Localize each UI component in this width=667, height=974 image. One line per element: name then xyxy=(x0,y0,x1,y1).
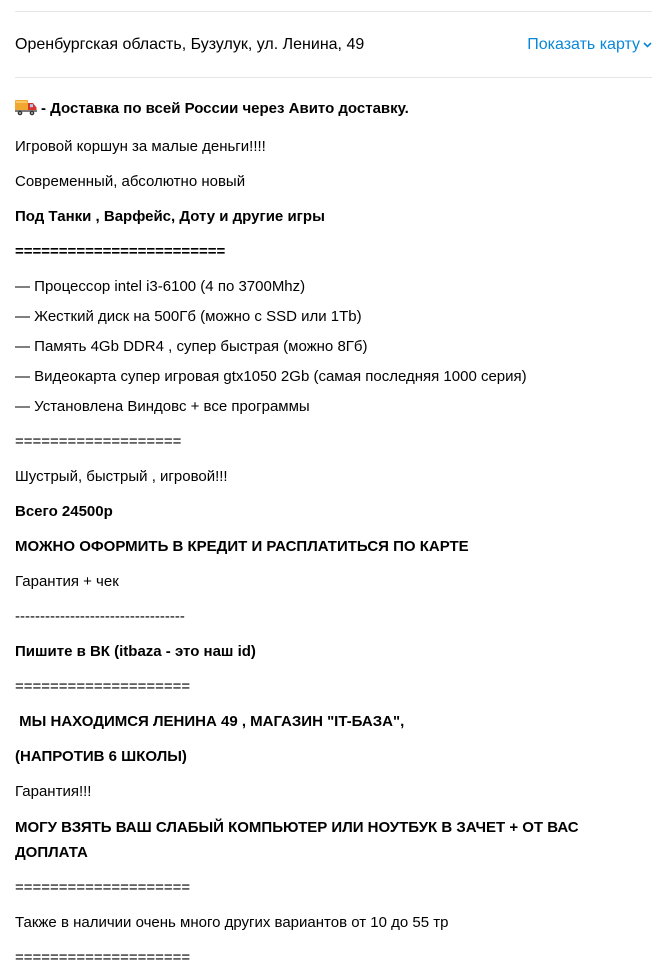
delivery-line xyxy=(15,97,652,124)
truck-icon xyxy=(15,98,37,124)
spec-cpu: — Процессор intel i3-6100 (4 по 3700Mhz) xyxy=(15,278,306,295)
spec-gpu: — Видеокарта супер игровая gtx1050 2Gb (самая последняя 1000 серия) xyxy=(15,368,527,385)
desc-line: Игровой коршун за малые деньги!!!! xyxy=(15,138,266,155)
warranty-line: Гарантия!!! xyxy=(15,783,92,800)
top-divider xyxy=(15,11,652,12)
separator-line: ======================== xyxy=(15,243,226,260)
separator-line: =================== xyxy=(15,433,182,450)
desc-line: Шустрый, быстрый , игровой!!! xyxy=(15,468,228,485)
warranty-line: Гарантия + чек xyxy=(15,573,119,590)
vk-line: Пишите в ВК (itbaza - это наш id) xyxy=(15,643,256,660)
separator-line: ==================== xyxy=(15,678,191,695)
address-text: Оренбургская область, Бузулук, ул. Ленина, 49 xyxy=(15,36,365,53)
desc-line: Современный, абсолютно новый xyxy=(15,173,246,190)
credit-line: МОЖНО ОФОРМИТЬ В КРЕДИТ И РАСПЛАТИТЬСЯ ПО КАРТЕ xyxy=(15,538,469,555)
spec-ram: — Память 4Gb DDR4 , супер быстрая (можно 8Гб) xyxy=(15,338,368,355)
games-line: Под Танки , Варфейс, Доту и другие игры xyxy=(15,208,325,225)
separator-line: ==================== xyxy=(15,879,191,896)
spec-hdd: — Жесткий диск на 500Гб (можно с SSD или 1Tb) xyxy=(15,308,362,325)
delivery-text: - Доставка по всей России через Авито доставку. xyxy=(41,100,409,117)
show-map-link[interactable] xyxy=(527,36,652,54)
separator-line: ---------------------------------- xyxy=(15,608,185,625)
chevron-down-icon[interactable] xyxy=(643,42,652,48)
address-divider xyxy=(15,77,652,78)
tradein-line: МОГУ ВЗЯТЬ ВАШ СЛАБЫЙ КОМПЬЮТЕР ИЛИ НОУТБУК В ЗАЧЕТ + ОТ ВАС ДОПЛАТА xyxy=(15,819,579,861)
item-description xyxy=(15,97,652,970)
address-row xyxy=(15,34,652,56)
opposite-line: (НАПРОТИВ 6 ШКОЛЫ) xyxy=(15,748,187,765)
show-map-label[interactable]: Показать карту xyxy=(527,36,640,53)
other-variants-line: Также в наличии очень много других вариантов от 10 до 55 тр xyxy=(15,914,449,931)
location-line: МЫ НАХОДИМСЯ ЛЕНИНА 49 , МАГАЗИН "IT-БАЗА", xyxy=(15,713,405,730)
price-line: Всего 24500р xyxy=(15,503,113,520)
spec-os: — Установлена Виндовс + все программы xyxy=(15,398,310,415)
separator-line: ==================== xyxy=(15,949,191,966)
